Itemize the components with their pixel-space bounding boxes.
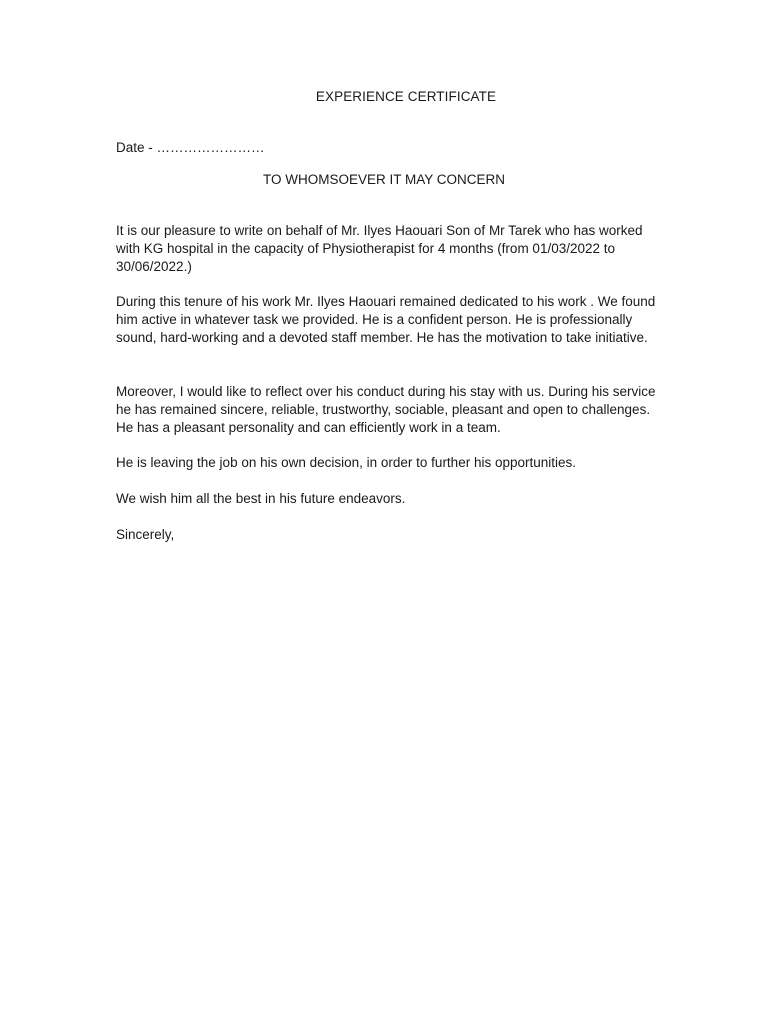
- certificate-title: EXPERIENCE CERTIFICATE: [315, 89, 497, 104]
- paragraph-wishes: We wish him all the best in his future endeavors.: [116, 491, 406, 506]
- paragraph-performance: During this tenure of his work Mr. Ilyes Haouari remained dedicated to his work . We found him active in whatever task we provided. He is a confident person. He is professionally sound, hard-working and a devoted staff member. He has the motivation to take initiative.: [116, 294, 656, 345]
- paragraph-conduct: Moreover, I would like to reflect over his conduct during his stay with us. During his service he has remained sincere, reliable, trustworthy, sociable, pleasant and open to challenges. He has a pleasant personality and can efficiently work in a team.: [116, 384, 656, 435]
- paragraph-introduction: It is our pleasure to write on behalf of Mr. Ilyes Haouari Son of Mr Tarek who has worked with KG hospital in the capacity of Physiotherapist for 4 months (from 01/03/2022 to 30/06/2022.): [116, 223, 643, 274]
- salutation: TO WHOMSOEVER IT MAY CONCERN: [262, 172, 506, 187]
- closing-sincerely: Sincerely,: [116, 527, 175, 542]
- date-line: Date - ……………………: [116, 140, 265, 155]
- paragraph-leaving-reason: He is leaving the job on his own decision, in order to further his opportunities.: [116, 455, 577, 470]
